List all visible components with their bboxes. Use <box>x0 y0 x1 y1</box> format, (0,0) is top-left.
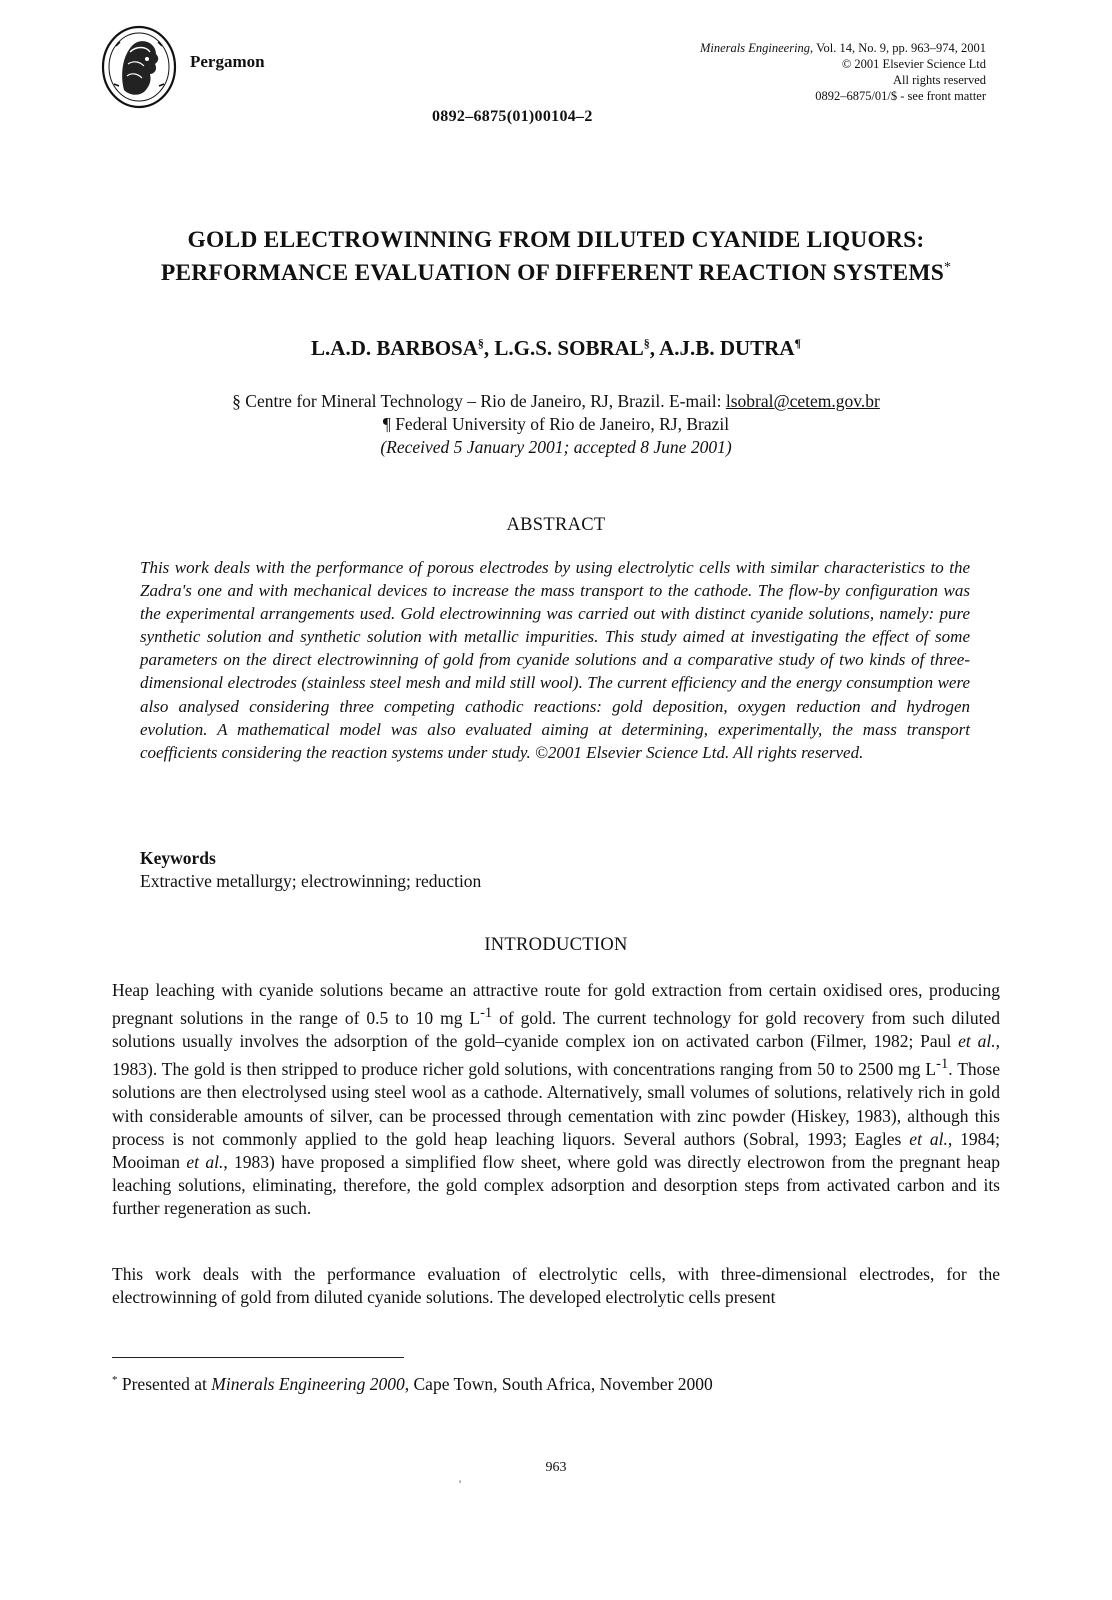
article-code: 0892–6875(01)00104–2 <box>432 108 593 125</box>
paper-title <box>0 226 1112 287</box>
rights-line: All rights reserved <box>892 73 986 87</box>
p1-part-c: , 1983). The gold is then stripped to produce richer gold solutions, with concentrations ranging from 50 to 2500 mg L <box>112 1031 1000 1080</box>
title-line-2-text: PERFORMANCE EVALUATION OF DIFFERENT REACTION SYSTEMS <box>160 259 944 286</box>
author-1: L.A.D. BARBOSA <box>311 336 478 360</box>
affiliation-1-text: § Centre for Mineral Technology – Rio de Janeiro, RJ, Brazil. E-mail: <box>232 391 726 411</box>
copyright-line: © 2001 Elsevier Science Ltd <box>841 57 986 71</box>
p1-etal-2: et al. <box>909 1128 948 1149</box>
publisher-name: Pergamon <box>190 52 265 71</box>
pergamon-logo-icon <box>100 24 178 110</box>
p1-part-b: of gold. The current technology for gold recovery from such diluted solutions usually involves the adsorption of the gold–cyanide complex ion on activated carbon (Filmer, 1982; Paul <box>112 1008 1000 1052</box>
page-number: 963 <box>545 1460 567 1475</box>
title-line-1: GOLD ELECTROWINNING FROM DILUTED CYANIDE LIQUORS: <box>187 227 925 253</box>
footnote-divider <box>112 1357 404 1358</box>
footnote-text-b: , Cape Town, South Africa, November 2000 <box>404 1374 713 1394</box>
title-footnote-mark: * <box>943 260 952 275</box>
journal-citation <box>700 40 986 56</box>
received-dates: (Received 5 January 2001; accepted 8 June 2001) <box>380 437 732 457</box>
affiliation-1 <box>0 390 1112 413</box>
p1-part-e: , 1984; Mooiman <box>112 1128 1000 1173</box>
p1-exponent-1: -1 <box>480 1005 493 1022</box>
p1-etal-3: et al. <box>186 1152 224 1173</box>
author-1-mark: § <box>477 336 484 350</box>
footnote-mark: * <box>112 1374 118 1387</box>
author-3: A.J.B. DUTRA <box>659 336 795 360</box>
p1-part-f: , 1983) have proposed a simplified flow sheet, where gold was directly electrowon from the pregnant heap leaching solutions, eliminating, therefore, the gold complex adsorption and desorption steps from activated carbon and its further regeneration as such. <box>112 1152 1000 1219</box>
journal-name: Minerals Engineering <box>699 41 811 55</box>
p1-exponent-2: -1 <box>936 1056 949 1073</box>
introduction-heading: INTRODUCTION <box>484 935 628 955</box>
abstract-text: This work deals with the performance of porous electrodes by using electrolytic cells with similar characteristics to the Zadra's one and with mechanical devices to increase the mass transport to the cathode. The flow-by configuration was the experimental arrangements used. Gold electrowinning was carried out with distinct cyanide solutions, namely: pure synthetic solution and synthetic solution with metallic impurities. This study aimed at investigating the effect of some parameters on the direct electrowinning of gold from cyanide solutions and a comparative study of two kinds of three-dimensional electrodes (stainless steel mesh and mild still wool). The current efficiency and the energy consumption were also analysed considering three competing cathodic reactions: gold deposition, oxygen reduction and hydrogen evolution. A mathematical model was also evaluated aiming at determining, experimentally, the mass transport coefficients considering the reaction systems under study. ©2001 Elsevier Science Ltd. All rights reserved. <box>140 558 970 762</box>
introduction-paragraph-1 <box>112 979 1000 1221</box>
affiliations <box>0 390 1112 459</box>
author-list: L.A.D. BARBOSA§, L.G.S. SOBRAL§, A.J.B. DUTRA¶ <box>311 336 801 360</box>
p1-part-a: Heap leaching with cyanide solutions became an attractive route for gold extraction from certain oxidised ores, producing pregnant solutions in the range of 0.5 to 10 mg L <box>112 980 1000 1029</box>
keywords-heading: Keywords <box>140 848 216 868</box>
p1-etal-1: et al. <box>958 1031 996 1052</box>
footnote-text-a: Presented at <box>117 1374 212 1394</box>
author-3-mark: ¶ <box>794 336 801 350</box>
email-link[interactable]: lsobral@cetem.gov.br <box>725 391 880 411</box>
author-2: L.G.S. SOBRAL <box>494 336 644 360</box>
stray-mark: ' <box>459 1477 462 1491</box>
keywords-text: Extractive metallurgy; electrowinning; reduction <box>140 871 482 891</box>
affiliation-2: ¶ Federal University of Rio de Janeiro, RJ, Brazil <box>382 414 730 434</box>
abstract-heading: ABSTRACT <box>506 515 606 535</box>
issn-line: 0892–6875/01/$ - see front matter <box>815 89 986 103</box>
author-2-mark: § <box>643 336 650 350</box>
footnote-journal: Minerals Engineering 2000 <box>211 1374 405 1394</box>
journal-info <box>700 40 986 104</box>
p1-part-d: . Those solutions are then electrolysed using steel wool as a cathode. Alternatively, small volumes of solutions, relatively rich in gold with considerable amounts of silver, can be processed through cementation with zinc powder (Hiskey, 1983), although this process is not commonly applied to the gold heap leaching liquors. Several authors (Sobral, 1993; Eagles <box>112 1059 1000 1149</box>
introduction-paragraph-2: This work deals with the performance evaluation of electrolytic cells, with three-dimensional electrodes, for the electrowinning of gold from diluted cyanide solutions. The developed electrolytic cells present <box>112 1264 1000 1308</box>
footnote <box>112 1374 713 1395</box>
title-line-2 <box>0 254 1112 287</box>
journal-volume: , Vol. 14, No. 9, pp. 963–974, 2001 <box>810 41 986 55</box>
